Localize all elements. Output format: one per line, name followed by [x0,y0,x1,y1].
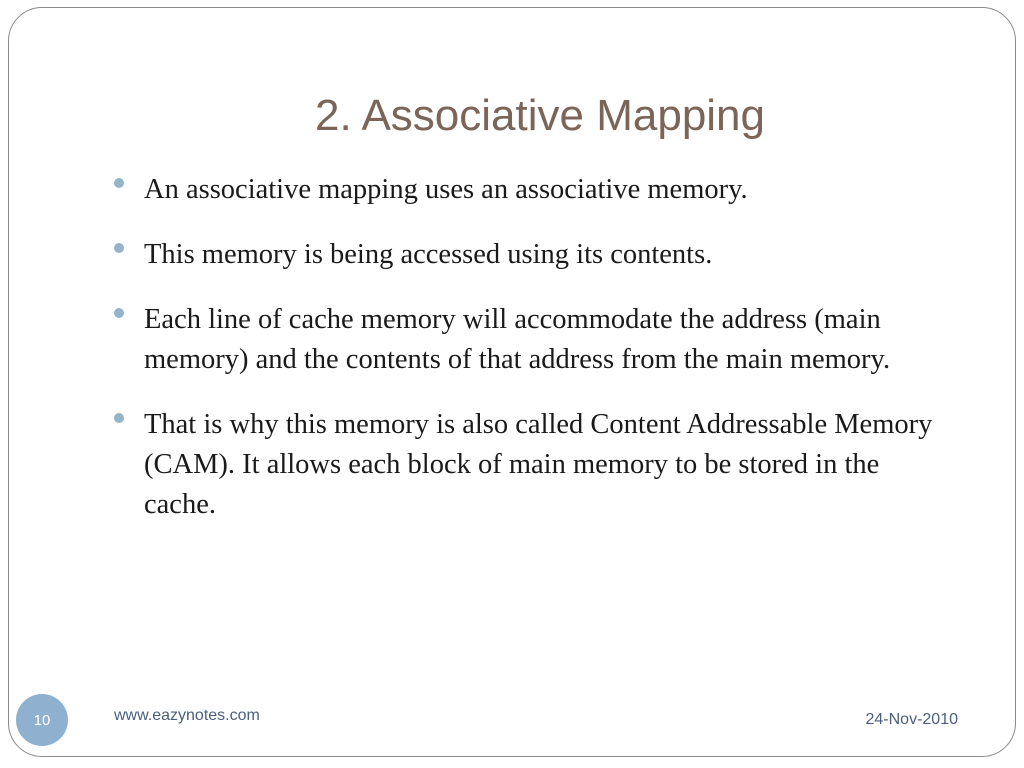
footer-date: 24-Nov-2010 [865,711,958,728]
bullet-text: This memory is being accessed using its contents. [144,239,713,270]
bullet-list [114,170,934,550]
bullet-text: An associative mapping uses an associative memory. [144,174,748,205]
footer-url: www.eazynotes.com [114,707,260,724]
bullet-dot-icon [114,243,124,253]
bullet-dot-icon [114,178,124,188]
bullet-item [114,405,934,525]
page-number-badge [16,694,68,746]
bullet-text: Each line of cache memory will accommodate the address (main memory) and the contents of that address from the main memory. [144,304,891,375]
bullet-item [114,235,934,275]
bullet-dot-icon [114,308,124,318]
slide-title: 2. Associative Mapping [314,91,766,140]
page-number: 10 [33,711,51,729]
bullet-item [114,300,934,380]
bullet-dot-icon [114,413,124,423]
bullet-text: That is why this memory is also called Content Addressable Memory (CAM). It allows each block of main memory to be stored in the cache. [144,409,933,520]
bullet-item [114,170,934,210]
